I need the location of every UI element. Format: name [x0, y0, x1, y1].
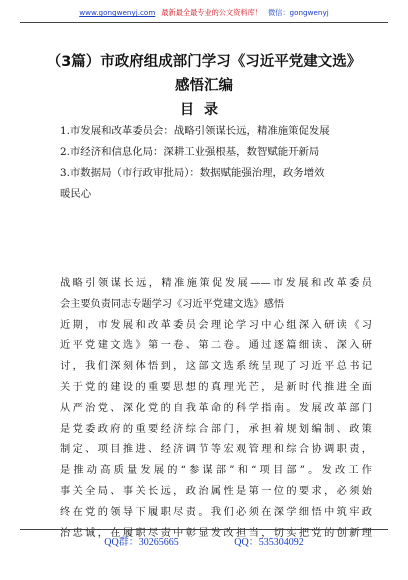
body-line: 治忠诚，在履职尽责中彰显发改担当，切实把党的创新理: [60, 527, 372, 539]
body-line: 讨，我们深刻体悟到，这部文选系统呈现了习近平总书记: [60, 361, 372, 373]
body-line: 会主要负责同志专题学习《习近平党建文选》感悟: [60, 298, 285, 310]
body-line: 关于党的建设的重要思想的真理光芒，是新时代推进全面: [60, 381, 372, 393]
header-divider: [20, 22, 388, 23]
footer-divider: [20, 529, 388, 530]
footer-qq-group: QQ群：30265665: [104, 537, 179, 548]
footer-qq: QQ：535304092: [234, 537, 304, 548]
header-wechat: 微信：gongwenyj: [267, 8, 329, 17]
body-line: 近期，市发展和改革委员会理论学习中心组深入研读《习: [60, 319, 372, 331]
document-title: （3篇）市政府组成部门学习《习近平党建文选》感悟汇编: [46, 54, 362, 94]
toc-item[interactable]: 2.市经济和信息化局：深耕工业强根基，数智赋能开新局: [60, 146, 320, 158]
toc-item-continuation[interactable]: 暖民心: [60, 188, 92, 200]
body-line: 从严治党、深化党的自我革命的科学指南。发展改革部门: [60, 402, 372, 414]
body-line: 近平党建文选》第一卷、第二卷。通过逐篇细读、深入研: [60, 340, 372, 352]
body-line: 事关全局、事关长远，政治属性是第一位的要求，必须始: [60, 485, 372, 497]
table-of-contents: [60, 121, 370, 205]
body-line: 是党委政府的重要经济综合部门，承担着规划编制、政策: [60, 423, 372, 435]
body-line: 是推动高质量发展的“参谋部”和“项目部”。发改工作: [60, 465, 372, 477]
toc-item[interactable]: 3.市数据局（市行政审批局）：数据赋能强治理，政务增效: [60, 167, 325, 179]
body-line: 终在党的领导下履职尽责。我们必须在深学细悟中筑牢政: [60, 506, 372, 518]
page-footer: [0, 533, 408, 548]
site-link[interactable]: www.gongwenyj.com: [79, 8, 156, 17]
header-tagline: 最新最全最专业的公文资料库！: [161, 8, 262, 17]
article-body: [60, 274, 372, 544]
page-header: [14, 6, 394, 20]
toc-item[interactable]: 1.市发展和改革委员会：战略引领谋长远，精准施策促发展: [60, 125, 330, 137]
toc-heading: 目录: [180, 102, 228, 118]
body-line: 战略引领谋长远，精准施策促发展——市发展和改革委员: [60, 278, 372, 289]
body-line: 制定、项目推进、经济调节等宏观管理和综合协调职责，: [60, 444, 372, 456]
